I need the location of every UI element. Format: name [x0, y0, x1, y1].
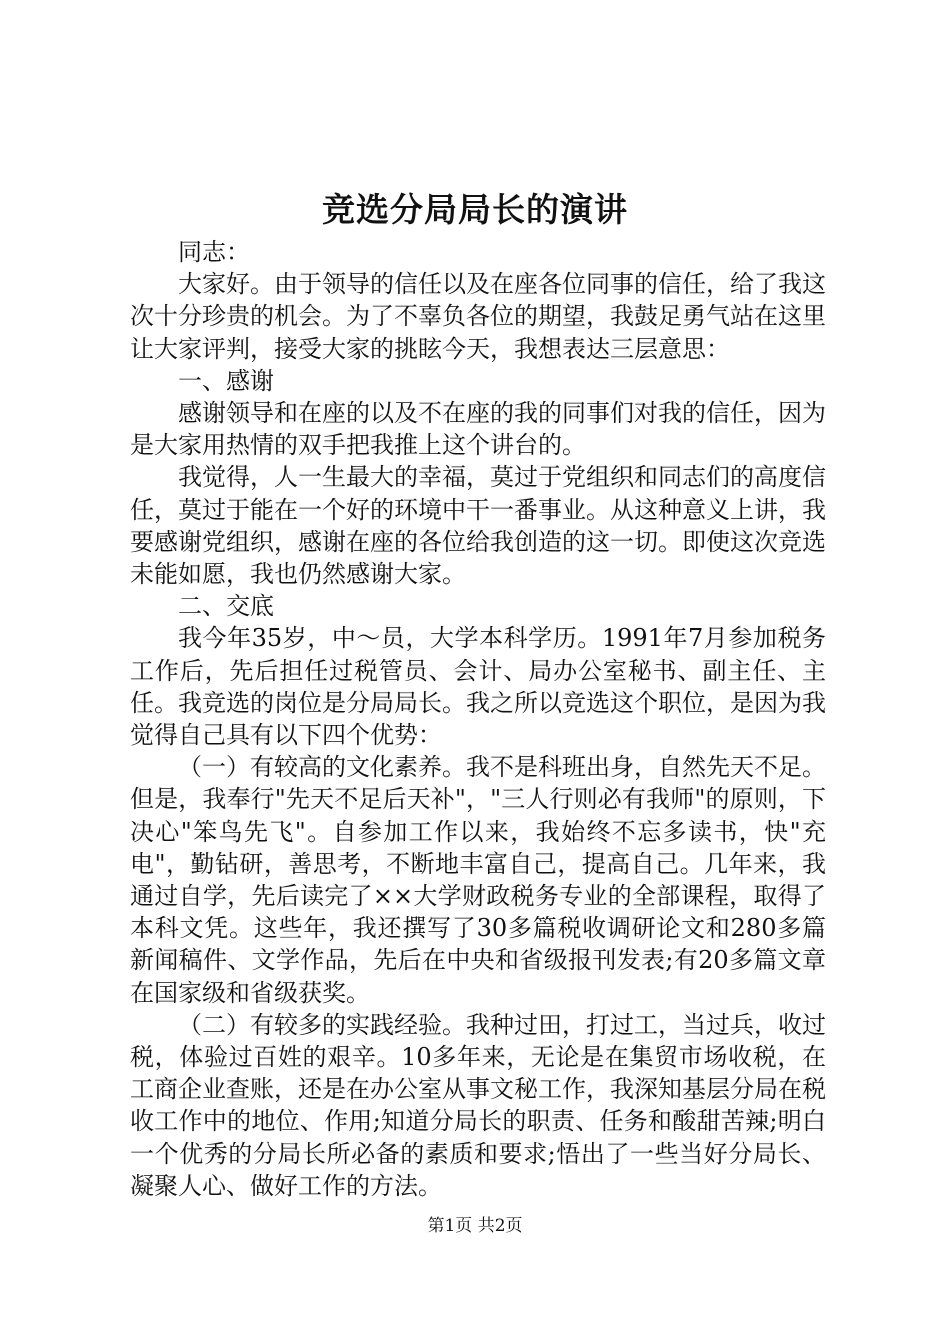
paragraph-thanks: 感谢领导和在座的以及不在座的我的同事们对我的信任，因为是大家用热情的双手把我推上这个讲台的。 — [130, 399, 826, 460]
paragraph-background: 我今年35岁，中～员，大学本科学历。1991年7月参加税务工作后，先后担任过税管员、会计、局办公室秘书、副主任、主任。我竞选的岗位是分局局长。我之所以竞选这个职位，是因为我觉得自己具有以下四个优势： — [130, 624, 826, 750]
salutation: 同志： — [178, 238, 250, 266]
section-heading-background: 二、交底 — [178, 592, 274, 621]
section-heading-thanks: 一、感谢 — [178, 366, 274, 395]
document-title: 竞选分局局长的演讲 — [322, 190, 628, 229]
document-body — [130, 236, 826, 1202]
paragraph-advantage-1: （一）有较高的文化素养。我不是科班出身，自然先天不足。但是，我奉行"先天不足后天补"，"三人行则必有我师"的原则，下决心"笨鸟先飞"。自参加工作以来，我始终不忘多读书，快"充电"，勤钻研，善思考，不断地丰富自己，提高自己。几年来，我通过自学，先后读完了××大学财政税务专业的全部课程，取得了本科文凭。这些年，我还撰写了30多篇税收调研论文和280多篇新闻稿件、文学作品，先后在中央和省级报刊发表;有20多篇文章在国家级和省级获奖。 — [130, 753, 826, 1007]
paragraph-happiness: 我觉得，人一生最大的幸福，莫过于党组织和同志们的高度信任，莫过于能在一个好的环境中干一番事业。从这种意义上讲，我要感谢党组织，感谢在座的各位给我创造的这一切。即使这次竞选未能如愿，我也仍然感谢大家。 — [130, 463, 826, 589]
paragraph-advantage-2: （二）有较多的实践经验。我种过田，打过工，当过兵，收过税，体验过百姓的艰辛。10多年来，无论是在集贸市场收税，在工商企业查账，还是在办公室从事文秘工作，我深知基层分局在税收工作中的地位、作用;知道分局长的职责、任务和酸甜苦辣;明白一个优秀的分局长所必备的素质和要求;悟出了一些当好分局长、凝聚人心、做好工作的方法。 — [130, 1010, 826, 1200]
page-footer: 第1页 共2页 — [427, 1216, 523, 1236]
paragraph-greeting: 大家好。由于领导的信任以及在座各位同事的信任，给了我这次十分珍贵的机会。为了不辜负各位的期望，我鼓足勇气站在这里让大家评判，接受大家的挑眩今天，我想表达三层意思： — [130, 270, 826, 363]
